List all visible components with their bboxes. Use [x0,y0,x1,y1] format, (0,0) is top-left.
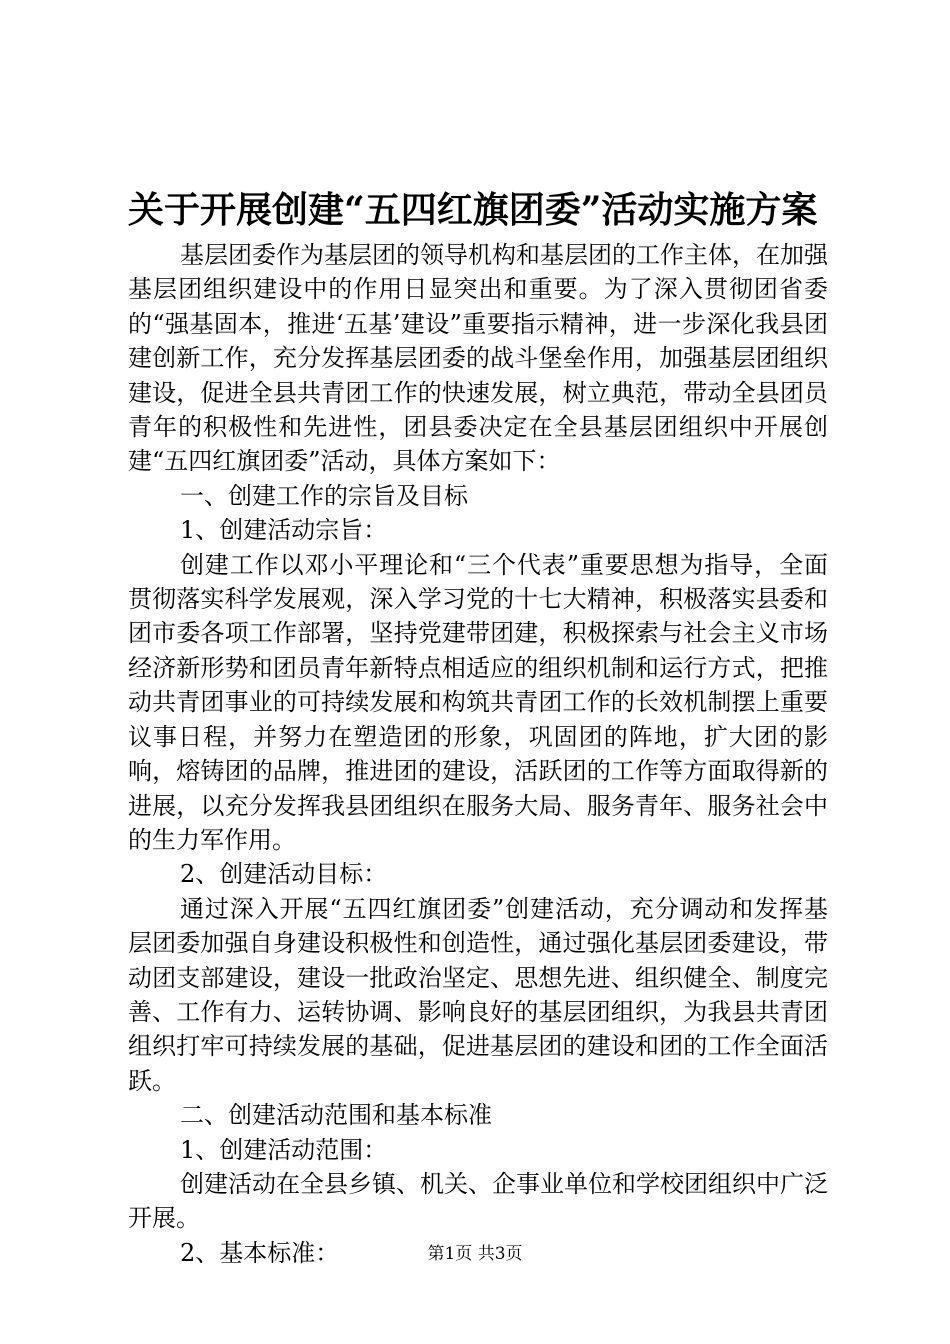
section2-item1-paragraph: 创建活动在全县乡镇、机关、企事业单位和学校团组织中广泛开展。 [128,1169,828,1233]
section1-item2-heading: 2、创建活动目标： [180,860,388,889]
section1-heading: 一、创建工作的宗旨及目标 [180,481,468,510]
page-footer: 第1页 共3页 [427,1244,523,1264]
section1-item2-paragraph: 通过深入开展“五四红旗团委”创建活动，充分调动和发挥基层团委加强自身建设积极性和创造性，通过强化基层团委建设，带动团支部建设，建设一批政治坚定、思想先进、组织健全、制度完善、工作有力、运转协调、影响良好的基层团组织，为我县共青团组织打牢可持续发展的基础，促进基层团的建设和团的工作全面活跃。 [128,894,828,1095]
intro-paragraph: 基层团委作为基层团的领导机构和基层团的工作主体，在加强基层团组织建设中的作用日显突出和重要。为了深入贯彻团省委的“强基固本，推进‘五基’建设”重要指示精神，进一步深化我县团建创新工作，充分发挥基层团委的战斗堡垒作用，加强基层团组织建设，促进全县共青团工作的快速发展，树立典范，带动全县团员青年的积极性和先进性，团县委决定在全县基层团组织中开展创建“五四红旗团委”活动，具体方案如下： [128,241,828,476]
section2-item1-heading: 1、创建活动范围： [180,1135,388,1164]
section2-heading: 二、创建活动范围和基本标准 [180,1101,492,1130]
document-title: 关于开展创建“五四红旗团委”活动实施方案 [128,189,818,231]
section2-item2-heading: 2、基本标准： [180,1238,340,1267]
section1-item1-paragraph: 创建工作以邓小平理论和“三个代表”重要思想为指导，全面贯彻落实科学发展观，深入学习党的十七大精神，积极落实县委和团市委各项工作部署，坚持党建带团建，积极探索与社会主义市场经济新形势和团员青年新特点相适应的组织机制和运行方式，把推动共青团事业的可持续发展和构筑共青团工作的长效机制摆上重要议事日程，并努力在塑造团的形象，巩固团的阵地，扩大团的影响，熔铸团的品牌，推进团的建设，活跃团的工作等方面取得新的进展，以充分发挥我县团组织在服务大局、服务青年、服务社会中的生力军作用。 [128,550,828,854]
document-body [128,238,828,1270]
section1-item1-heading: 1、创建活动宗旨： [180,516,388,545]
